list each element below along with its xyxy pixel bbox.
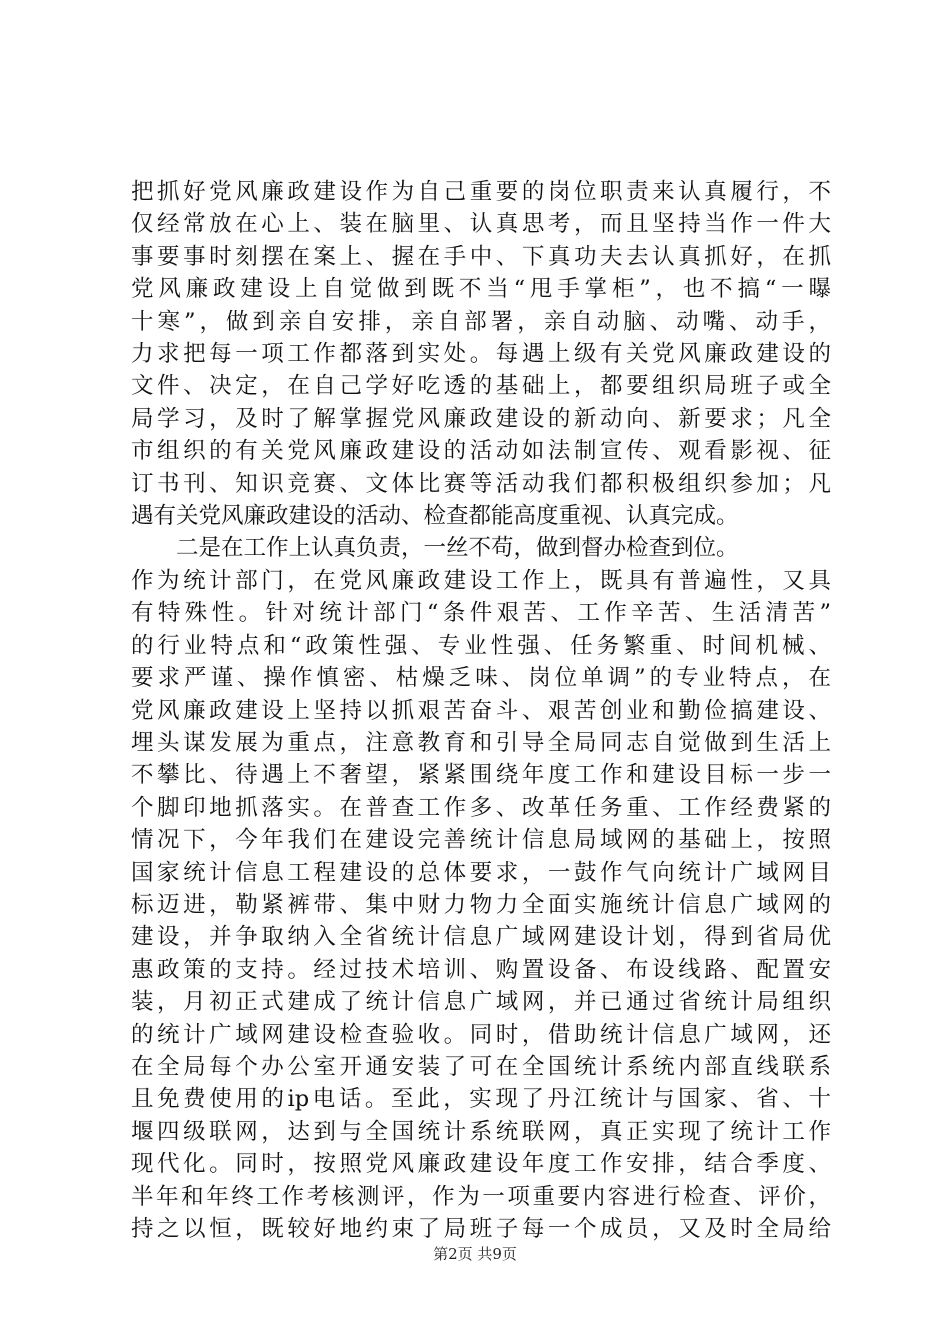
text-line: 局学习，及时了解掌握党风廉政建设的新动向、新要求；凡全 (131, 405, 831, 432)
text-line: 党风廉政建设上坚持以抓艰苦奋斗、艰苦创业和勤俭搞建设、 (131, 697, 831, 724)
text-line: 有特殊性。针对统计部门“条件艰苦、工作辛苦、生活清苦” (131, 600, 831, 627)
text-line: 要求严谨、操作慎密、枯燥乏味、岗位单调”的专业特点，在 (131, 665, 831, 692)
text-line: 堰四级联网，达到与全国统计系统联网，真正实现了统计工作 (131, 1118, 831, 1145)
text-line: 不攀比、待遇上不奢望，紧紧围绕年度工作和建设目标一步一 (131, 762, 831, 789)
text-line: 党风廉政建设上自觉做到既不当“甩手掌柜”，也不搞“一曝 (131, 276, 831, 303)
text-line: 仅经常放在心上、装在脑里、认真思考，而且坚持当作一件大 (131, 211, 831, 238)
text-line: 国家统计信息工程建设的总体要求，一鼓作气向统计广域网目 (131, 859, 831, 886)
text-line: 十寒”，做到亲自安排，亲自部署，亲自动脑、动嘴、动手， (131, 308, 831, 335)
text-line: 装，月初正式建成了统计信息广域网，并已通过省统计局组织 (131, 989, 831, 1016)
text-line: 持之以恒，既较好地约束了局班子每一个成员，又及时全局给 (131, 1216, 831, 1242)
text-line: 且免费使用的ip电话。至此，实现了丹江统计与国家、省、十 (131, 1086, 831, 1113)
text-line: 的统计广域网建设检查验收。同时，借助统计信息广域网，还 (131, 1021, 831, 1048)
text-line: 现代化。同时，按照党风廉政建设年度工作安排，结合季度、 (131, 1151, 831, 1178)
text-line: 标迈进，勒紧裤带、集中财力物力全面实施统计信息广域网的 (131, 891, 831, 918)
text-line: 文件、决定，在自己学好吃透的基础上，都要组织局班子或全 (131, 373, 831, 400)
text-line: 个脚印地抓落实。在普查工作多、改革任务重、工作经费紧的 (131, 794, 831, 821)
body-text (131, 176, 831, 1245)
text-line: 的行业特点和“政策性强、专业性强、任务繁重、时间机械、 (131, 632, 831, 659)
page-footer: 第2页 共9页 (433, 1245, 517, 1263)
text-line: 订书刊、知识竞赛、文体比赛等活动我们都积极组织参加；凡 (131, 470, 831, 497)
text-line: 事要事时刻摆在案上、握在手中、下真功夫去认真抓好，在抓 (131, 243, 831, 270)
text-line: 把抓好党风廉政建设作为自己重要的岗位职责来认真履行，不 (131, 179, 831, 205)
text-line: 惠政策的支持。经过技术培训、购置设备、布设线路、配置安 (131, 956, 831, 983)
text-line: 埋头谋发展为重点，注意教育和引导全局同志自觉做到生活上 (131, 729, 831, 756)
text-line: 作为统计部门，在党风廉政建设工作上，既具有普遍性，又具 (131, 567, 831, 594)
text-line: 二是在工作上认真负责，一丝不苟，做到督办检查到位。 (131, 535, 739, 562)
text-line: 在全局每个办公室开通安装了可在全国统计系统内部直线联系 (131, 1053, 831, 1080)
text-line: 建设，并争取纳入全省统计信息广域网建设计划，得到省局优 (131, 924, 831, 951)
text-line: 力求把每一项工作都落到实处。每遇上级有关党风廉政建设的 (131, 341, 831, 368)
text-line: 遇有关党风廉政建设的活动、检查都能高度重视、认真完成。 (131, 503, 739, 530)
text-line: 情况下，今年我们在建设完善统计信息局域网的基础上，按照 (131, 827, 831, 854)
text-line: 市组织的有关党风廉政建设的活动如法制宣传、观看影视、征 (131, 438, 831, 465)
text-line: 半年和年终工作考核测评，作为一项重要内容进行检查、评价， (131, 1183, 831, 1210)
